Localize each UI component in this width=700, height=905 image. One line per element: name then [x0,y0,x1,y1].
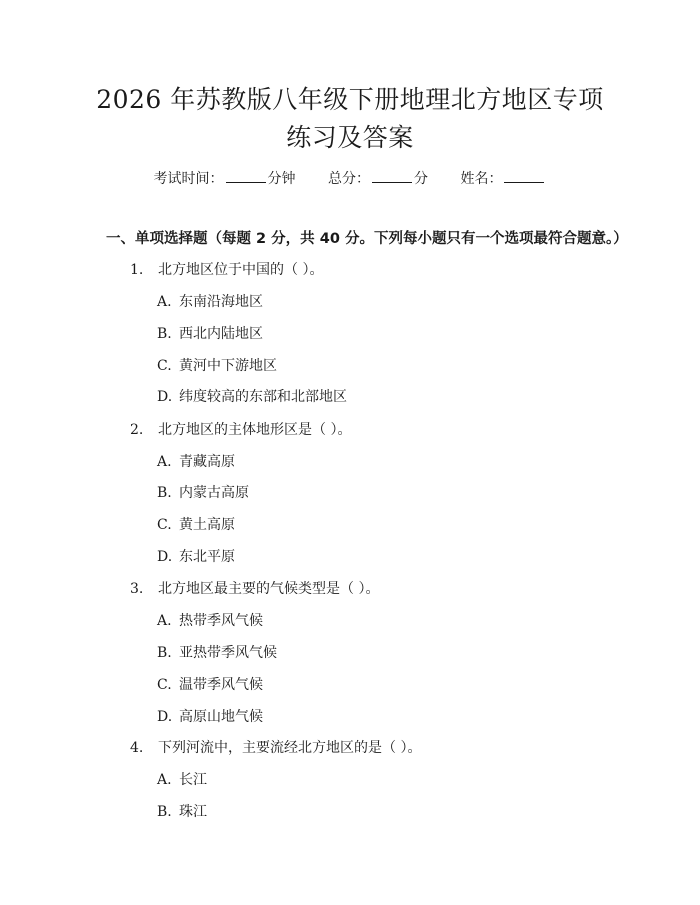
question-number: 4. [130,740,144,756]
exam-meta [0,168,700,189]
section-heading: 一、单项选择题（每题 2 分，共 40 分。下列每小题只有一个选项最符合题意。） [106,231,628,247]
option-letter: B. [157,645,172,661]
option-letter: B. [157,804,172,820]
option [157,547,235,567]
option-text: 珠江 [179,804,207,820]
option-letter: D. [157,389,173,405]
option-text: 亚热带季风气候 [179,645,277,661]
option [157,387,347,407]
question [130,260,323,280]
option-letter: A. [157,613,172,629]
name-field [460,171,546,187]
option-text: 长江 [179,772,207,788]
page-title-line1: 2026 年苏教版八年级下册地理北方地区专项 [96,85,604,114]
time-unit: 分钟 [267,171,296,187]
name-blank [504,168,544,183]
question-number: 2. [130,422,144,438]
time-blank [226,168,266,183]
option [157,611,263,631]
option-letter: D. [157,709,173,725]
option [157,324,263,344]
option [157,452,235,472]
option-letter: C. [157,358,172,374]
option-text: 温带季风气候 [179,677,263,693]
option [157,675,263,695]
option-text: 内蒙古高原 [179,485,249,501]
option [157,802,207,822]
option-letter: A. [157,294,172,310]
option-text: 热带季风气候 [179,613,263,629]
question-number: 1. [130,262,144,278]
question [130,579,379,599]
option [157,643,277,663]
option-text: 黄河中下游地区 [179,358,277,374]
option [157,707,263,727]
score-field [328,171,432,187]
question-text: 北方地区的主体地形区是（ ）。 [158,422,352,438]
option [157,356,277,376]
option-text: 东南沿海地区 [179,294,263,310]
option [157,770,207,790]
score-blank [372,168,412,183]
option-text: 青藏高原 [179,454,235,470]
option-letter: C. [157,677,172,693]
page-title-line2: 练习及答案 [286,123,414,152]
option-letter: A. [157,772,172,788]
option-letter: B. [157,326,172,342]
name-label: 姓名： [460,171,503,187]
option-text: 纬度较高的东部和北部地区 [179,389,347,405]
option-text: 西北内陆地区 [179,326,263,342]
time-field [154,171,300,187]
option [157,515,235,535]
question-text: 下列河流中，主要流经北方地区的是（ ）。 [158,740,422,756]
score-label: 总分： [328,171,370,187]
option [157,292,263,312]
option-letter: B. [157,485,172,501]
option-text: 黄土高原 [179,517,235,533]
score-unit: 分 [414,171,428,187]
option [157,483,249,503]
question-text: 北方地区位于中国的（ ）。 [158,262,324,278]
option-letter: A. [157,454,172,470]
option-letter: D. [157,549,173,565]
option-text: 高原山地气候 [179,709,263,725]
question-number: 3. [130,581,144,597]
option-text: 东北平原 [179,549,235,565]
question [130,420,351,440]
question-text: 北方地区最主要的气候类型是（ ）。 [158,581,380,597]
option-letter: C. [157,517,172,533]
time-label: 考试时间： [153,171,224,187]
question [130,738,421,758]
